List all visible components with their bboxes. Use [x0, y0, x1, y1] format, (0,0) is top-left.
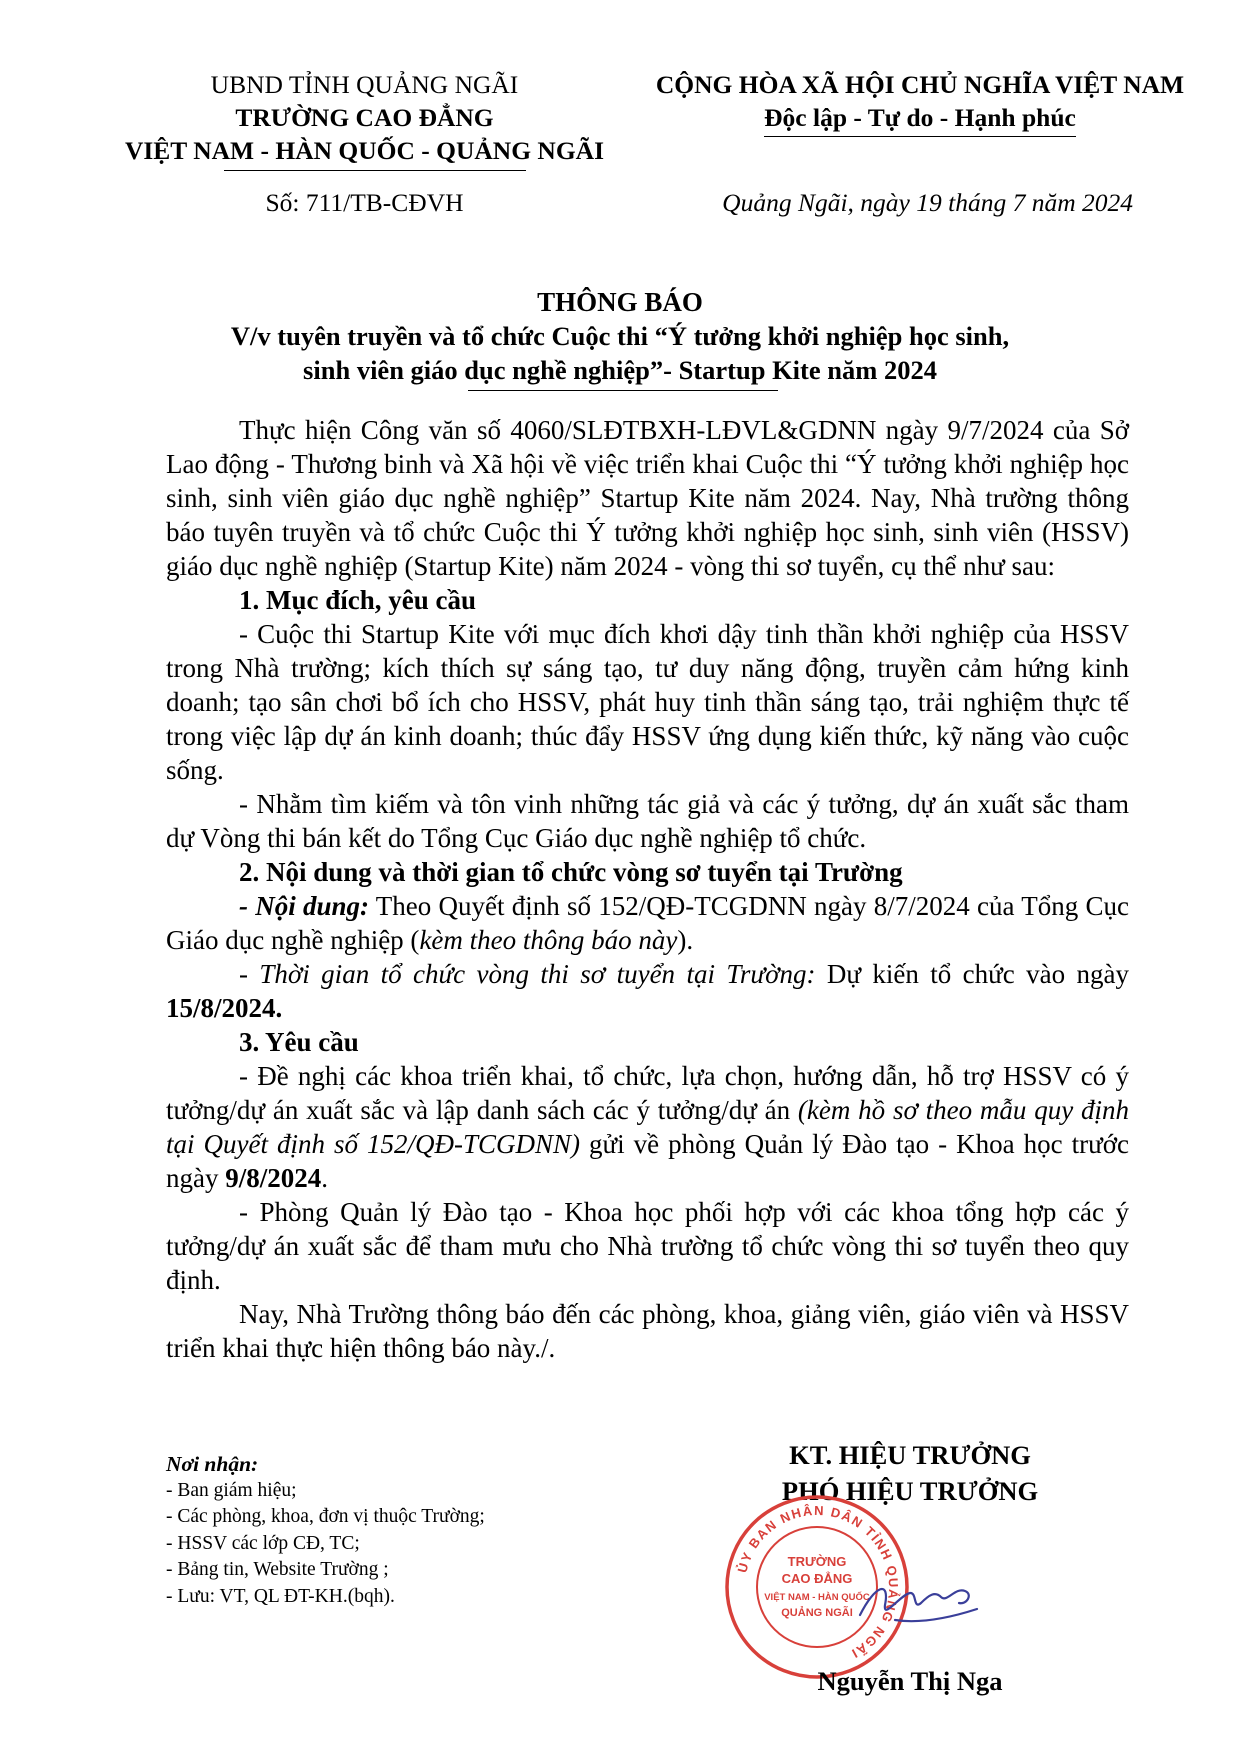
document-title: [110, 285, 1130, 387]
section-3-paragraph-2: - Phòng Quản lý Đào tạo - Khoa học phối hợp với các khoa tổng hợp các ý tưởng/dự án xuất sắc để tham mưu cho Nhà trường tổ chức vòng thi sơ tuyển theo quy định.: [166, 1197, 1129, 1295]
stamp-ring-text: ỦY BAN NHÂN DÂN TỈNH QUẢNG NGÃI: [734, 1502, 902, 1662]
content-note: kèm theo thông báo này: [419, 925, 678, 955]
title-divider: [468, 390, 778, 391]
recipient-item: - Ban giám hiệu;: [166, 1479, 297, 1501]
signature-line-1: KT. HIỆU TRƯỞNG: [789, 1440, 1031, 1470]
recipients-block: [166, 1451, 646, 1610]
document-body: [166, 413, 1129, 1365]
authority-line: UBND TỈNH QUẢNG NGÃI: [210, 70, 519, 99]
content-end: ).: [677, 925, 694, 955]
handwritten-signature: [855, 1565, 985, 1635]
request-text-2: gửi về phòng Quản lý Đào tạo - Khoa học trước ngày: [166, 1129, 1130, 1193]
national-motto: Độc lập - Tự do - Hạnh phúc: [764, 101, 1076, 137]
request-deadline: 9/8/2024: [225, 1163, 322, 1193]
request-end: .: [321, 1163, 328, 1193]
stamp-center-line-2: CAO ĐẲNG: [781, 1571, 853, 1586]
header-divider-left: [224, 170, 526, 171]
school-name-line1: TRƯỜNG CAO ĐẲNG: [235, 103, 494, 132]
request-text: - Đề nghị các khoa triển khai, tổ chức, lựa chọn, hướng dẫn, hỗ trợ HSSV có ý tưởng/dự án xuất sắc và lập danh sách các ý tưởng/dự án: [166, 1061, 1129, 1125]
issuing-authority: [102, 68, 627, 167]
title-heading: THÔNG BÁO: [537, 287, 703, 317]
section-2-heading: 2. Nội dung và thời gian tổ chức vòng sơ tuyển tại Trường: [239, 857, 903, 887]
time-label: - Thời gian tổ chức vòng thi sơ tuyển tại Trường:: [239, 959, 816, 989]
intro-paragraph: Thực hiện Công văn số 4060/SLĐTBXH-LĐVL&GDNN ngày 9/7/2024 của Sở Lao động - Thương binh và Xã hội về việc triển khai Cuộc thi “Ý tưởng khởi nghiệp học sinh, sinh viên giáo dục nghề nghiệp” Startup Kite năm 2024. Nay, Nhà trường thông báo tuyên truyền và tổ chức Cuộc thi Ý tưởng khởi nghiệp học sinh, sinh viên (HSSV) giáo dục nghề nghiệp (Startup Kite) năm 2024 - vòng thi sơ tuyển, cụ thể như sau:: [166, 415, 1129, 581]
time-date: 15/8/2024.: [166, 993, 283, 1023]
stamp-center-line-4: QUẢNG NGÃI: [781, 1607, 853, 1619]
request-note: (kèm hồ sơ theo mẫu quy định tại Quyết định số 152/QĐ-TCGDNN): [166, 1095, 1130, 1159]
stamp-center-line-3: VIỆT NAM - HÀN QUỐC: [764, 1592, 870, 1603]
signature-stroke: [860, 1589, 977, 1621]
section-3-heading: 3. Yêu cầu: [239, 1027, 359, 1057]
section-1-paragraph-2: - Nhằm tìm kiếm và tôn vinh những tác giả và các ý tưởng, dự án xuất sắc tham dự Vòng thi bán kết do Tổng Cục Giáo dục nghề nghiệp tổ chức.: [166, 789, 1129, 853]
section-2-paragraph-2: [166, 957, 1129, 1025]
recipient-item: - Lưu: VT, QL ĐT-KH.(bqh).: [166, 1585, 395, 1607]
section-2-paragraph-1: [166, 889, 1129, 957]
section-1-paragraph-1: - Cuộc thi Startup Kite với mục đích khơi dậy tinh thần khởi nghiệp của HSSV trong Nhà trường; kích thích sự sáng tạo, tư duy năng động, truyền cảm hứng kinh doanh; tạo sân chơi bổ ích cho HSSV, phát huy tinh thần sáng tạo, trải nghiệm thực tế trong việc lập dự án kinh doanh; thúc đẩy HSSV ứng dụng kiến thức, kỹ năng vào cuộc sống.: [166, 619, 1129, 785]
closing-paragraph: Nay, Nhà Trường thông báo đến các phòng, khoa, giảng viên, giáo viên và HSSV triển khai thực hiện thông báo này./.: [166, 1299, 1129, 1363]
time-text: Dự kiến tổ chức vào ngày: [815, 959, 1129, 989]
recipients-title: Nơi nhận:: [166, 1452, 259, 1476]
subject-line-2: sinh viên giáo dục nghề nghiệp”- Startup Kite năm 2024: [303, 355, 937, 385]
section-1-heading: 1. Mục đích, yêu cầu: [239, 585, 477, 615]
recipient-item: - HSSV các lớp CĐ, TC;: [166, 1532, 360, 1554]
school-name-line2: VIỆT NAM - HÀN QUỐC - QUẢNG NGÃI: [124, 136, 605, 165]
recipient-item: - Các phòng, khoa, đơn vị thuộc Trường;: [166, 1506, 485, 1527]
signature-line-2: PHÓ HIỆU TRƯỞNG: [781, 1476, 1039, 1506]
signer-name: Nguyễn Thị Nga: [817, 1666, 1003, 1696]
section-3-paragraph-1: [166, 1059, 1129, 1195]
stamp-center-line-1: TRƯỜNG: [787, 1554, 847, 1569]
nation-name: CỘNG HÒA XÃ HỘI CHỦ NGHĨA VIỆT NAM: [655, 70, 1185, 99]
content-text: Theo Quyết định số 152/QĐ-TCGDNN ngày 8/7/2024 của Tổng Cục Giáo dục nghề nghiệp (: [166, 891, 1130, 955]
place-and-date: Quảng Ngãi, ngày 19 tháng 7 năm 2024: [722, 188, 1133, 217]
national-header: [640, 68, 1200, 137]
subject-line-1: V/v tuyên truyền và tổ chức Cuộc thi “Ý tưởng khởi nghiệp học sinh,: [230, 321, 1010, 351]
content-label: - Nội dung:: [239, 891, 370, 921]
recipient-item: - Bảng tin, Website Trường ;: [166, 1559, 389, 1580]
document-number: Số: 711/TB-CĐVH: [265, 188, 464, 217]
